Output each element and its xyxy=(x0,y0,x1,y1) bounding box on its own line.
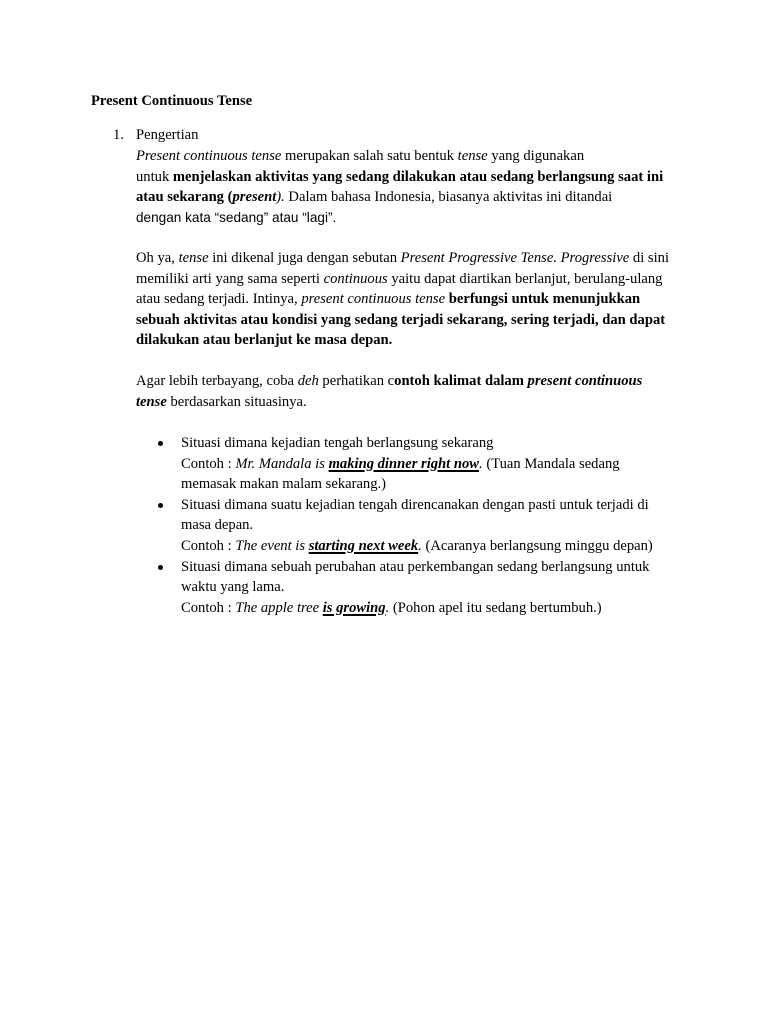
situation-text: Situasi dimana kejadian tengah berlangsung sekarang xyxy=(181,435,494,451)
example-label: Contoh : xyxy=(181,455,236,472)
italic-term: continuous xyxy=(323,270,388,287)
list-item xyxy=(156,557,676,619)
definition-paragraph xyxy=(136,146,676,228)
bullet-icon xyxy=(158,441,163,446)
example-translation: (Pohon apel itu sedang bertumbuh.) xyxy=(389,599,602,616)
example-period: . xyxy=(479,455,483,472)
paragraph-text: Agar lebih terbayang, coba xyxy=(136,373,298,389)
italic-term: Present continuous tense xyxy=(136,148,282,164)
list-item xyxy=(156,495,676,557)
situation-text: Situasi dimana sebuah perubahan atau perkembangan sedang berlangsung untuk waktu yang lama. xyxy=(181,558,650,596)
bold-text: berfungsi untuk menunjukkan sebuah aktivitas atau kondisi yang sedang terjadi sekarang, sering terjadi, dan dapat dilakukan atau berlanjut ke masa depan. xyxy=(136,291,666,349)
paragraph-text: yaitu dapat diartikan berlanjut, berulang-ulang atau sedang terjadi. Intinya, xyxy=(136,270,663,308)
list-number: 1. xyxy=(113,127,124,143)
paragraph-text: perhatikan c xyxy=(318,373,395,389)
example-highlight: is growing xyxy=(322,599,386,616)
bold-text: menjelaskan aktivitas yang sedang dilakukan atau sedang berlangsung saat ini atau sekarang ( xyxy=(136,168,664,206)
italic-term: tense xyxy=(457,148,488,164)
example-period: . xyxy=(385,599,390,616)
paragraph-text: yang digunakan xyxy=(487,148,585,164)
paragraph-text: ini dikenal juga dengan sebutan xyxy=(208,250,401,266)
list-item xyxy=(156,433,676,495)
paragraph-text-sans: dengan kata “sedang” atau “lagi”. xyxy=(136,209,337,225)
section-heading: Pengertian xyxy=(136,127,199,143)
example-period: . xyxy=(418,537,422,554)
paragraph-text: di sini memiliki arti yang sama seperti xyxy=(136,250,670,287)
italic-punctuation: ). xyxy=(276,189,285,206)
example-label: Contoh : xyxy=(181,599,236,616)
example-highlight: making dinner right now xyxy=(328,455,480,472)
bold-text: ontoh kalimat dalam xyxy=(394,373,528,389)
italic-term: Present Progressive Tense. Progressive xyxy=(400,250,630,266)
italic-term: deh xyxy=(297,373,319,389)
paragraph-text: untuk xyxy=(136,168,173,185)
bullet-icon xyxy=(158,565,163,570)
example-translation: (Tuan Mandala sedang memasak makan malam sekarang.) xyxy=(181,455,620,493)
paragraph-text: berdasarkan situasinya. xyxy=(166,393,307,410)
numbered-item-1 xyxy=(113,125,673,146)
paragraph-text: Oh ya, xyxy=(136,250,179,266)
situation-text: Situasi dimana suatu kejadian tengah direncanakan dengan pasti untuk terjadi di masa depan. xyxy=(181,496,649,534)
bullet-icon xyxy=(158,503,163,508)
bold-italic-term: present xyxy=(232,189,277,206)
situation-list xyxy=(156,433,676,618)
explanation-paragraph xyxy=(136,248,676,351)
example-translation: (Acaranya berlangsung minggu depan) xyxy=(421,537,653,554)
intro-examples-paragraph xyxy=(136,371,676,412)
italic-term: tense xyxy=(178,250,209,266)
example-label: Contoh : xyxy=(181,537,236,554)
example-italic: Mr. Mandala is xyxy=(235,455,329,472)
italic-term: present continuous tense xyxy=(301,291,446,308)
example-italic: The event is xyxy=(235,537,309,554)
bold-italic-term: present continuous tense xyxy=(136,373,643,410)
example-italic: The apple tree xyxy=(235,599,323,616)
paragraph-text: Dalam bahasa Indonesia, biasanya aktivitas ini ditandai xyxy=(284,189,613,206)
example-highlight: starting next week xyxy=(308,537,419,554)
page-title: Present Continuous Tense xyxy=(91,93,253,109)
paragraph-text: merupakan salah satu bentuk xyxy=(281,148,458,164)
